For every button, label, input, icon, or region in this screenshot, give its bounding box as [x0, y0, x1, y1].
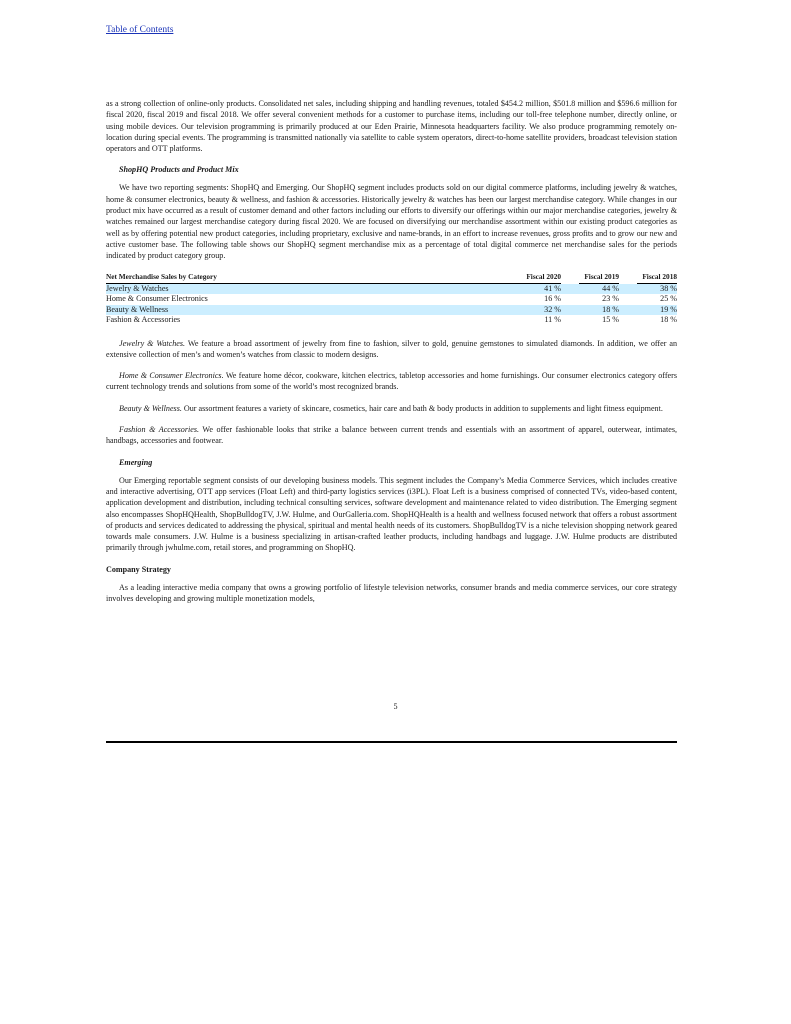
column-header-category: Net Merchandise Sales by Category: [106, 272, 521, 284]
category-text: We offer fashionable looks that strike a balance between current trends and essentials with an assortment of apparel, outerwear, intimates, handbags, accessories and footwear.: [106, 425, 678, 446]
cell-fiscal-2019: 18 %: [579, 305, 619, 316]
category-lead: Home & Consumer Electronics.: [119, 371, 224, 381]
cell-fiscal-2018: 38 %: [637, 283, 677, 294]
category-description: [106, 370, 677, 393]
cell-fiscal-2018: 25 %: [660, 294, 677, 304]
emerging-heading: Emerging: [119, 457, 153, 467]
table-row: [106, 305, 677, 316]
cell-fiscal-2019: 15 %: [602, 315, 619, 325]
cell-fiscal-2018: 18 %: [660, 315, 677, 325]
category-description: [106, 424, 677, 447]
table-row: [106, 283, 677, 294]
cell-fiscal-2019: 44 %: [579, 283, 619, 294]
shophq-heading: ShopHQ Products and Product Mix: [119, 165, 239, 175]
cell-fiscal-2018: 19 %: [637, 305, 677, 316]
category-description: [106, 403, 677, 414]
column-header-fiscal-2019: Fiscal 2019: [579, 272, 619, 284]
category-text: We feature a broad assortment of jewelry from fine to fashion, silver to gold, genuine gemstones to simulated diamonds. In addition, we offer an extensive collection of men’s and women’s watches from classic to modern designs.: [106, 338, 677, 359]
category-description: [106, 338, 677, 361]
company-strategy-paragraph: As a leading interactive media company that owns a growing portfolio of lifestyle television networks, consumer brands and media commerce services, our core strategy involves developing and growing multiple monetization models,: [106, 582, 677, 604]
company-strategy-heading: Company Strategy: [106, 564, 171, 574]
cell-fiscal-2020: 11 %: [544, 315, 561, 325]
cell-fiscal-2020: 16 %: [544, 294, 561, 304]
category-lead: Jewelry & Watches.: [119, 338, 186, 348]
cell-fiscal-2020: 32 %: [521, 305, 561, 316]
column-gap: [619, 272, 637, 284]
page-number: 5: [393, 702, 398, 711]
column-header-fiscal-2020: Fiscal 2020: [521, 272, 561, 284]
row-category: Beauty & Wellness: [106, 305, 521, 316]
table-row: [106, 294, 677, 305]
cell-fiscal-2020: 41 %: [521, 283, 561, 294]
table-row: [106, 315, 677, 326]
emerging-paragraph: Our Emerging reportable segment consists of our developing business models. This segment includes the Company’s Media Commerce Services, which includes creative and interactive advertising, OTT app services (Float Left) and third-party logistics services (i3PL). Float Left is a business comprised of connected TVs, video-based content, application development and distribution, including technical consulting services, software development and maintenance related to video distribution. The Emerging segment also encompasses ShopHQHealth, ShopBulldogTV, J.W. Hulme, and OurGalleria.com. ShopHQHealth is a health and wellness focused network that offers a robust assortment of products and services dedicated to addressing the physical, spiritual and mental health needs of its customers. ShopBulldogTV is a niche television shopping network geared towards male consumers. J.W. Hulme is a business specializing in artisan-crafted leather products, including handbags and luggage. J.W. Hulme products are distributed primarily through jwhulme.com, retail stores, and programming on ShopHQ.: [106, 475, 677, 553]
intro-paragraph: as a strong collection of online-only products. Consolidated net sales, including shipping and handling revenues, totaled $454.2 million, $501.8 million and $596.6 million for fiscal 2020, fiscal 2019 and fiscal 2018. We offer several convenient methods for a customer to purchase items, including our toll-free telephone number, directly online, or using mobile devices. Our television programming is primarily produced at our Eden Prairie, Minnesota headquarters facility. We also produce programming remotely on-location during special events. The programming is transmitted nationally via satellite to cable system operators, direct-to-home satellite providers, broadcast television station operators and OTT platforms.: [106, 99, 677, 154]
category-lead: Fashion & Accessories.: [119, 425, 200, 435]
category-text: We feature home décor, cookware, kitchen electrics, tabletop accessories and home furnishings. Our consumer electronics category offers current technology trends and solutions from some of the world’s most recognized brands.: [106, 371, 677, 392]
table-header-row: [106, 272, 677, 284]
page-divider: [106, 741, 677, 743]
cell-fiscal-2019: 23 %: [602, 294, 619, 304]
document-body: [106, 98, 677, 614]
category-lead: Beauty & Wellness.: [119, 403, 182, 413]
sales-by-category-table: [106, 272, 677, 326]
row-category: Jewelry & Watches: [106, 283, 521, 294]
column-header-fiscal-2018: Fiscal 2018: [637, 272, 677, 284]
shophq-paragraph: We have two reporting segments: ShopHQ and Emerging. Our ShopHQ segment includes products sold on our digital commerce platforms, including jewelry & watches, home & consumer electronics, beauty & wellness, and fashion & accessories. Historically jewelry & watches has been our largest merchandise category. While changes in our product mix have occurred as a result of customer demand and other factors including our efforts to diversify our offerings within our major merchandise categories, jewelry & watches remained our largest merchandise category during fiscal 2020. We are focused on diversifying our merchandise assortment within our existing product categories as well as by offering potential new product categories, including proprietary, exclusive and name-brands, in an effort to increase revenues, gross profits and to grow our new and active customer base. The following table shows our ShopHQ segment merchandise mix as a percentage of total digital commerce net merchandise sales for the periods indicated by product category group.: [106, 183, 677, 261]
column-gap: [561, 272, 579, 284]
category-text: Our assortment features a variety of skincare, cosmetics, hair care and bath & body products in addition to supplements and light fitness equipment.: [181, 403, 663, 413]
row-category: Fashion & Accessories: [106, 315, 181, 325]
row-category: Home & Consumer Electronics: [106, 294, 208, 304]
table-of-contents-link[interactable]: Table of Contents: [106, 25, 174, 35]
